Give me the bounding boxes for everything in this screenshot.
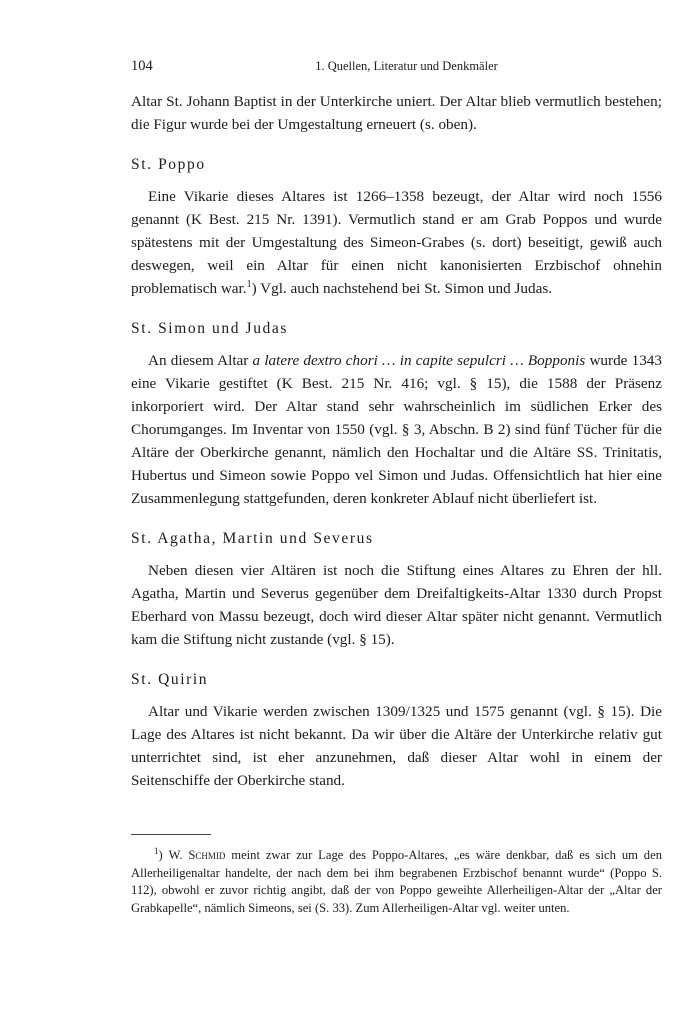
footnote-close: ) (158, 848, 169, 862)
section-paragraph-poppo (131, 185, 662, 300)
page (131, 58, 662, 792)
footnote-marker: 1 (154, 846, 159, 856)
footnote-body: meint zwar zur Lage des Poppo-Altares, „es wäre denkbar, daß es sich um den Allerheiligenaltar handelte, der nach dem bei ihm begrabenen Erzbischof benannt wurde“ (Poppo S. 112), obwohl er zuvor richtig angibt, daß der von Poppo geweihte Allerheiligen-Altar der „Altar der Grabkapelle“, nämlich Simeons, sei (S. 33). Zum Allerheiligen-Altar vgl. weiter unten. (131, 848, 662, 915)
section-heading-simon-judas: St. Simon und Judas (131, 320, 289, 337)
running-title: 1. Quellen, Literatur und Denkmäler (315, 59, 498, 73)
page-number: 104 (131, 58, 153, 74)
page-body (131, 90, 662, 792)
section-heading-poppo: St. Poppo (131, 156, 206, 173)
paragraph-text: Eine Vikarie dieses Altares ist 1266–1358 bezeugt, der Altar wird noch 1556 genannt (K Best. 215 Nr. 1391). Vermutlich stand er am Grab Poppos und wurde spätestens mit der Umgestaltung des Simeon-Grabes (s. dort) beseitigt, gewiß auch deswegen, weil ein Altar für einen nicht kanonisierten Erzbischof ohnehin problematisch war. (131, 188, 662, 297)
latin-quotation: a latere dextro chori … in capite sepulcri … Bopponis (252, 352, 586, 369)
footnote-rule (131, 834, 211, 835)
section-heading-agatha: St. Agatha, Martin und Severus (131, 530, 374, 547)
paragraph-text: An diesem Altar (148, 352, 253, 369)
section-heading-quirin: St. Quirin (131, 671, 209, 688)
footnote-author: W. Schmid (168, 848, 226, 862)
paragraph-text: wurde 1343 eine Vikarie gestiftet (K Best. 215 Nr. 416; vgl. § 15), die 1588 der Präsenz inkorporiert wird. Der Altar stand sehr wahrscheinlich im südlichen Erker des Chorumganges. Im Inventar von 1550 (vgl. § 3, Abschn. B 2) sind fünf Tücher für die Altäre der Oberkirche genannt, nämlich den Hochaltar und die Altäre SS. Trinitatis, Hubertus und Simeon sowie Poppo vel Simon und Judas. Offensichtlich hat hier eine Zusammenlegung stattgefunden, deren konkreter Ablauf nicht überliefert ist. (131, 352, 662, 507)
paragraph-text: ) Vgl. auch nachstehend bei St. Simon und Judas. (251, 280, 553, 297)
section-paragraph-agatha: Neben diesen vier Altären ist noch die Stiftung eines Altares zu Ehren der hll. Agatha, Martin und Severus gegenüber dem Dreifaltigkeits-Altar 1330 durch Propst Eberhard von Massu bezeugt, doch wird dieser Altar später nicht genannt. Vermutlich kam die Stiftung nicht zustande (vgl. § 15). (131, 562, 662, 648)
footnote-reference[interactable]: 1 (246, 279, 252, 290)
page-header (131, 58, 662, 80)
section-paragraph-simon-judas (131, 349, 662, 510)
footnote (131, 843, 662, 917)
section-paragraph-quirin: Altar und Vikarie werden zwischen 1309/1325 und 1575 genannt (vgl. § 15). Die Lage des Altares ist nicht bekannt. Da wir über die Altäre der Unterkirche relativ gut unterrichtet sind, ist eher anzunehmen, daß dieser Altar wohl in einem der Seitenschiffe der Oberkirche stand. (131, 703, 662, 789)
intro-paragraph: Altar St. Johann Baptist in der Unterkirche uniert. Der Altar blieb vermutlich bestehen; die Figur wurde bei der Umgestaltung erneuert (s. oben). (131, 93, 662, 133)
footnote-text (131, 843, 662, 917)
footnotes (131, 834, 662, 917)
